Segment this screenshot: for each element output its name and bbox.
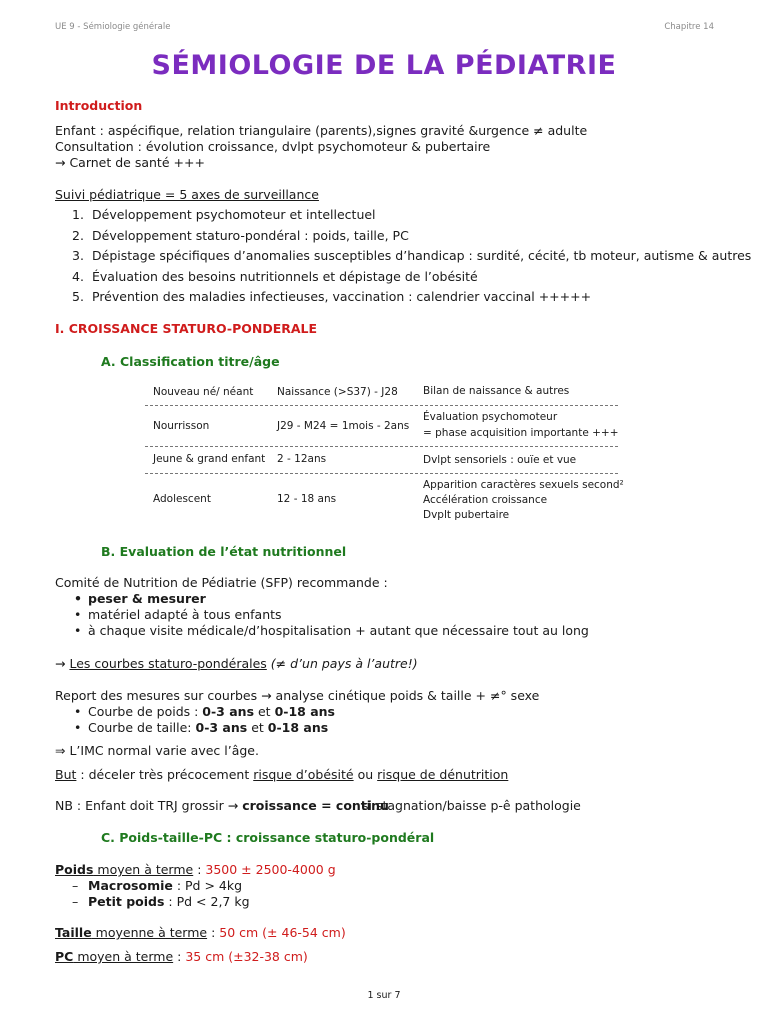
courbes-line: → Les courbes staturo-pondérales (≠ d’un pays à l’autre!) [55,656,418,671]
taille-line: Taille moyenne à terme : 50 cm (± 46-54 cm) [55,925,346,940]
table-cell: Dvlpt sensoriels : ouïe et vue [423,454,577,466]
section-1-heading: I. CROISSANCE STATURO-PONDERALE [55,321,318,336]
table-cell: Dvplt pubertaire [423,509,510,521]
list-item: • Courbe de taille: 0-3 ans et 0-18 ans [70,720,335,736]
table-row [145,474,624,530]
table-cell: Apparition caractères sexuels second² [423,479,624,491]
courbes-title: Les courbes staturo-pondérales [69,656,267,671]
axes-item: 1. Développement psychomoteur et intellectuel [72,207,376,222]
header-course: UE 9 - Sémiologie générale [55,22,171,32]
courbes-note: (≠ d’un pays à l’autre!) [266,656,418,671]
nb-tail: si stagnation/baisse p-ê pathologie [362,798,581,813]
subsection-c-heading: C. Poids-taille-PC : croissance staturo-pondéral [101,830,435,845]
courbes-bullets [70,704,335,736]
list-item: • à chaque visite médicale/d’hospitalisation + autant que nécessaire tout au long [70,623,589,639]
intro-line-2: Consultation : évolution croissance, dvlpt psychomoteur & pubertaire [55,139,491,154]
list-item: • matériel adapté à tous enfants [70,607,589,623]
axes-item: 5. Prévention des maladies infectieuses, vaccination : calendrier vaccinal +++++ [72,289,592,304]
nb-line: NB : Enfant doit TRJ grossir → croissance = continu [55,798,389,813]
list-item: • peser & mesurer [70,591,589,607]
table-cell: Évaluation psychomoteur [423,411,558,423]
table-row [145,381,618,406]
poids-line: Poids moyen à terme : 3500 ± 2500-4000 g [55,862,336,877]
petit-poids-line: – Petit poids : Pd < 2,7 kg [72,894,250,909]
list-item: • Courbe de poids : 0-3 ans et 0-18 ans [70,704,335,720]
table-cell: J29 - M24 = 1mois - 2ans [277,420,410,432]
page-title: SÉMIOLOGIE DE LA PÉDIATRIE [151,50,617,81]
table-cell: 12 - 18 ans [277,493,337,505]
report-line: Report des mesures sur courbes → analyse cinétique poids & taille + ≠° sexe [55,688,540,703]
pc-line: PC moyen à terme : 35 cm (±32-38 cm) [55,949,308,964]
but-line: But : déceler très précocement risque d’obésité ou risque de dénutrition [55,767,509,782]
intro-line-3: → Carnet de santé +++ [55,155,205,170]
macrosomie-line: – Macrosomie : Pd > 4kg [72,878,243,893]
table-cell: Adolescent [153,493,211,505]
intro-line-1: Enfant : aspécifique, relation triangulaire (parents),signes gravité &urgence ≠ adulte [55,123,588,138]
table-row [145,447,618,474]
table-cell: = phase acquisition importante +++ [423,427,619,439]
imc-line: ⇒ L’IMC normal varie avec l’âge. [55,743,259,758]
sfp-intro: Comité de Nutrition de Pédiatrie (SFP) recommande : [55,575,388,590]
table-cell: Nourrisson [153,420,210,432]
table-cell: Bilan de naissance & autres [423,385,570,397]
table-cell: Accélération croissance [423,494,548,506]
header-chapter: Chapitre 14 [664,22,714,32]
page-number: 1 sur 7 [367,990,401,1001]
axes-item: 2. Développement staturo-pondéral : poids, taille, PC [72,227,409,243]
table-cell: Jeune & grand enfant [153,453,266,465]
subsection-a-heading: A. Classification titre/âge [101,354,280,369]
axes-item: 4. Évaluation des besoins nutritionnels et dépistage de l’obésité [72,268,478,284]
sfp-bullets [70,591,589,639]
age-classification-table [145,381,624,530]
intro-heading: Introduction [55,98,143,113]
suivi-heading: Suivi pédiatrique = 5 axes de surveillance [55,187,319,202]
axes-item: 3. Dépistage spécifiques d’anomalies susceptibles d’handicap : surdité, cécité, tb moteur, autisme & autres [72,248,752,263]
table-cell: Naissance (>S37) - J28 [277,386,398,398]
axes-list [72,207,751,310]
table-cell: Nouveau né/ néant [153,386,254,398]
table-cell: 2 - 12ans [277,453,327,465]
table-row [145,406,618,447]
subsection-b-heading: B. Evaluation de l’état nutritionnel [101,544,347,559]
